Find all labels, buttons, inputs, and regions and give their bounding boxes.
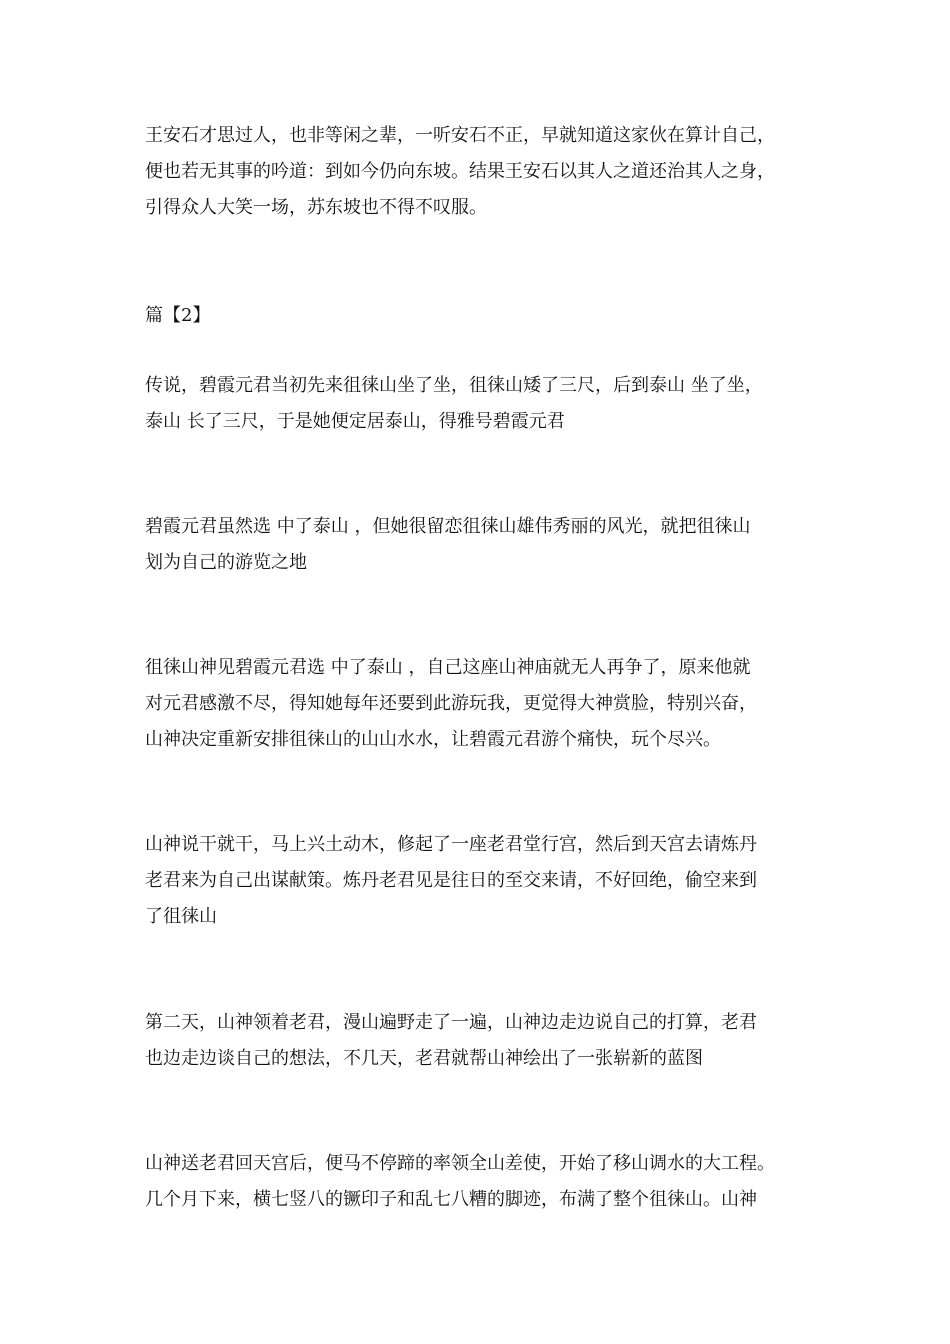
text-line: 了徂徕山	[145, 906, 217, 927]
paragraph-mountain-god	[145, 650, 845, 758]
text-line: 引得众人大笑一场，苏东坡也不得不叹服。	[145, 197, 487, 218]
text-line: 便也若无其事的吟道：到如今仍向东坡。结果王安石以其人之道还治其人之身，	[145, 161, 775, 182]
paragraph-second-day	[145, 1005, 845, 1077]
paragraph-laojun-invited	[145, 827, 845, 935]
text-line: 山神决定重新安排徂徕山的山山水水，让碧霞元君游个痛快，玩个尽兴。	[145, 729, 721, 750]
text-line: 传说，碧霞元君当初先来徂徕山坐了坐，徂徕山矮了三尺，后到泰山 坐了坐，	[145, 375, 763, 396]
text-line: 王安石才思过人，也非等闲之辈，一听安石不正，早就知道这家伙在算计自己，	[145, 125, 775, 146]
paragraph-legend	[145, 368, 845, 440]
text-line: 划为自己的游览之地	[145, 552, 307, 573]
text-line: 也边走边谈自己的想法，不几天，老君就帮山神绘出了一张崭新的蓝图	[145, 1048, 703, 1069]
text-line: 第二天，山神领着老君，漫山遍野走了一遍，山神边走边说自己的打算，老君	[145, 1012, 757, 1033]
paragraph-wang-anshi	[145, 118, 845, 226]
paragraph-great-project	[145, 1146, 845, 1218]
text-line: 山神送老君回天宫后，便马不停蹄的率领全山差使，开始了移山调水的大工程。	[145, 1153, 775, 1174]
text-line: 几个月下来，横七竖八的镢印子和乱七八糟的脚迹，布满了整个徂徕山。山神	[145, 1189, 757, 1210]
section-heading-text: 篇【2】	[145, 305, 211, 326]
text-line: 碧霞元君虽然选 中了泰山 ，但她很留恋徂徕山雄伟秀丽的风光，就把徂徕山	[145, 516, 751, 537]
text-line: 对元君感激不尽，得知她每年还要到此游玩我，更觉得大神赏脸，特别兴奋，	[145, 693, 757, 714]
text-line: 山神说干就干，马上兴土动木，修起了一座老君堂行宫，然后到天宫去请炼丹	[145, 834, 757, 855]
paragraph-choice	[145, 509, 845, 581]
text-line: 老君来为自己出谋献策。炼丹老君见是往日的至交来请，不好回绝，偷空来到	[145, 870, 757, 891]
text-line: 徂徕山神见碧霞元君选 中了泰山 ，自己这座山神庙就无人再争了，原来他就	[145, 657, 751, 678]
text-line: 泰山 长了三尺，于是她便定居泰山，得雅号碧霞元君	[145, 411, 565, 432]
section-heading	[145, 298, 845, 334]
